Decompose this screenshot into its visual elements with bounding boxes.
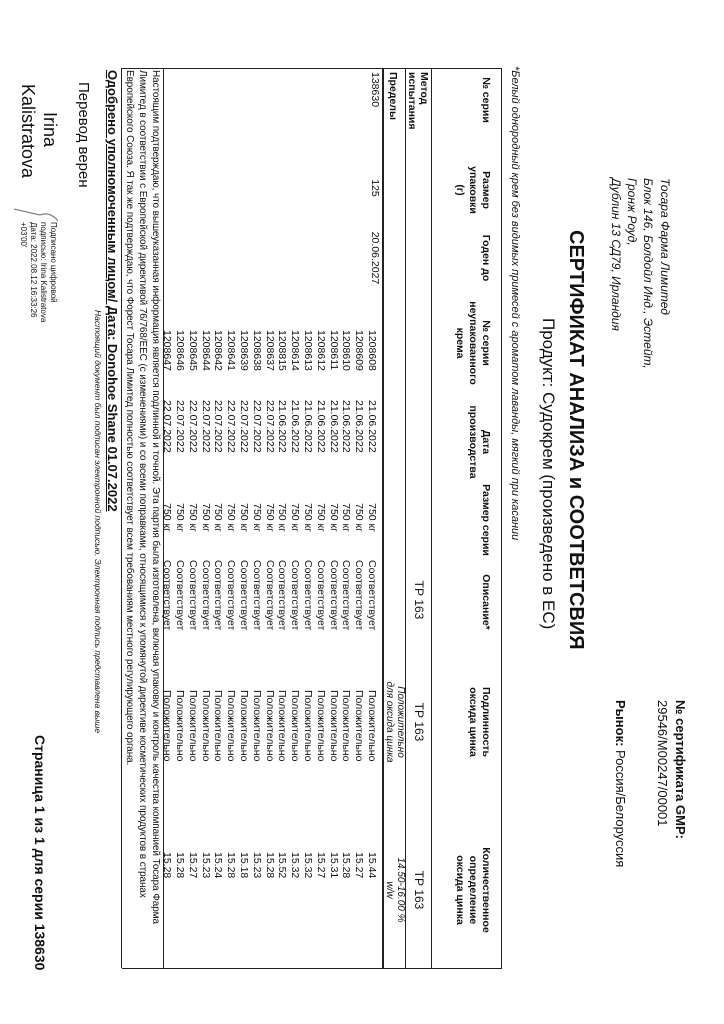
table-cell: 750 кг [238,503,250,532]
table-cell: 21.06.2022 [366,400,378,453]
table-cell: 21.06.2022 [353,400,366,453]
approval-line: Одобрено уполномоченным лицом/ Дата: Donohoe Shane 01.07.2022 [105,70,120,512]
table-border [122,68,502,69]
table-cell: Соответствует [174,560,186,631]
table-cell: Положительно [353,690,366,762]
column-header: № серии [480,77,492,123]
table-cell: 15.23 [250,852,263,879]
table-cell: Положительно [250,690,263,762]
table-cell: 1208644 [199,330,212,371]
digital-signature-line: подписью: Irina Kalistratova [39,222,48,323]
table-cell: Положительно [263,690,276,762]
declaration-line: Европейского Союза. Я так же подтверждаю, что Форест Тосара Лимитед полностью соответствует всем требованиям местного регулирующего органа. [124,70,135,766]
table-cell: 22.07.2022 [199,400,212,453]
table-cell: 1208815 [276,330,289,371]
translation-verified: Перевод верен [75,82,92,188]
translator-last-name: Kalistratova [18,84,38,179]
table-cell: 750 кг [186,503,199,532]
table-cell: Соответствует [327,560,340,631]
table-border [405,68,406,968]
table-cell: 15.44 [366,852,378,879]
table-cell: 15.18 [238,852,250,879]
table-cell: Соответствует [353,560,366,631]
page-number: Страница 1 из 1 для серии 138630 [32,735,48,971]
table-cell: 1208612 [314,330,327,371]
table-cell: 22.07.2022 [212,400,225,453]
table-cell: Соответствует [263,560,276,631]
table-cell: 750 кг [161,503,174,532]
limits-label: Пределы [387,72,399,120]
table-cell: 750 кг [263,503,276,532]
table-cell: 15.28 [263,852,276,879]
table-cell: 15.32 [289,852,302,879]
table-cell: Положительно [366,690,378,762]
table-cell: 750 кг [327,503,340,532]
table-cell: 15.28 [225,852,238,879]
table-cell: Положительно [302,690,314,762]
table-cell: Соответствует [250,560,263,631]
table-cell: 1208610 [340,330,353,371]
market-label: Рынок: [613,700,628,747]
table-cell: Положительно [276,690,289,762]
table-cell: Положительно [174,690,186,762]
column-header: Количественное определение оксида цинка [454,847,492,933]
company-line: Тосара Фарма Лимитед [658,178,672,315]
table-cell: Положительно [225,690,238,762]
table-cell: Соответствует [199,560,212,631]
table-border [431,68,432,968]
method-label: Метод испытания [406,72,430,130]
method-identity: ТР 163 [412,702,426,742]
table-cell: Соответствует [314,560,327,631]
column-header: Подлинность оксида цинка [467,686,492,758]
table-cell: Положительно [314,690,327,762]
table-cell: 15.27 [314,852,327,879]
table-cell: Соответствует [186,560,199,631]
market-value: Россия/Белоруссия [613,750,628,868]
table-cell: 15.28 [340,852,353,879]
translator-first-name: Irina [40,112,60,148]
product-name: Продукт: Судокрем (произведено в ЕС) [539,318,558,630]
table-cell: 750 кг [276,503,289,532]
company-line: Блок 146, Болдойл Инд., Эстейт, [641,178,655,369]
table-cell: Положительно [340,690,353,762]
table-cell: 1208642 [212,330,225,371]
table-cell: 21.06.2022 [327,400,340,453]
digital-signature-line: +03'00' [19,222,28,248]
table-cell: 22.07.2022 [263,400,276,453]
table-cell: 15.23 [199,852,212,879]
footnote: *Белый однородный крем без видимых примесей с ароматом лаванды, мягкий при касании [509,66,521,541]
limits-identity: Положительно для оксида цинка [384,681,406,763]
table-cell: 750 кг [250,503,263,532]
table-cell: 1208645 [186,330,199,371]
table-cell: 1208614 [289,330,302,371]
table-cell: Положительно [161,690,174,762]
table-cell: 750 кг [302,503,314,532]
company-line: Гронж Роуд, [625,178,639,246]
table-cell: Положительно [199,690,212,762]
table-cell: 1208608 [366,330,378,371]
table-cell: Положительно [186,690,199,762]
digital-signature-line: Подписано цифровой [49,222,58,303]
table-cell: 15.28 [174,852,186,879]
table-cell: 1208646 [174,330,186,371]
table-cell: 1208641 [225,330,238,371]
table-cell: 750 кг [225,503,238,532]
table-cell: 15.27 [186,852,199,879]
expiry-date: 20.06.2027 [369,231,381,285]
table-cell: Соответствует [212,560,225,631]
column-header: Размер упаковки (г) [454,166,492,214]
method-assay: ТР 163 [412,870,426,910]
gmp-label: № сертификата GMP: [673,700,688,839]
table-cell: 15.31 [327,852,340,879]
table-cell: Соответствует [289,560,302,631]
table-cell: 22.07.2022 [174,400,186,453]
column-header: Размер серии [480,484,492,556]
table-cell: 1208647 [161,330,174,371]
table-cell: Положительно [327,690,340,762]
table-cell: 21.06.2022 [340,400,353,453]
column-header: Описание* [480,574,492,630]
table-cell: Положительно [289,690,302,762]
table-cell: 1208637 [263,330,276,371]
column-header: Годен до [480,234,492,282]
table-cell: 1208613 [302,330,314,371]
limits-assay: 14.50-16.00 % w/w [384,857,406,923]
table-border [501,68,502,968]
table-cell: 22.07.2022 [238,400,250,453]
pack-size: 125 [369,179,381,197]
table-cell: 22.07.2022 [161,400,174,453]
declaration-line: Настоящим подтверждаю, что вышеуказанная информация является подлинной и точной. Эта партия была изготовлена, включая упаковку и контроль качества компанией Тосара Фарма [150,70,161,924]
table-cell: 1208638 [250,330,263,371]
table-cell: Соответствует [225,560,238,631]
table-cell: 750 кг [199,503,212,532]
batch-number: 138630 [369,72,381,108]
table-cell: 750 кг [366,503,378,532]
table-cell: Соответствует [340,560,353,631]
gmp-value: 29546/M00247/00001 [655,700,670,827]
market-line [613,700,628,867]
table-cell: Положительно [238,690,250,762]
table-cell: Соответствует [366,560,378,631]
table-cell: 22.07.2022 [225,400,238,453]
column-header: Дата производства [467,405,492,479]
method-description: ТР 163 [412,580,426,620]
digital-signature-line: Дата: 2022.08.12 16:33:26 [29,222,38,318]
table-cell: 1208609 [353,330,366,371]
declaration [123,70,162,1015]
table-cell: 15.24 [212,852,225,879]
table-cell: 15.52 [276,852,289,879]
table-cell: 15.32 [302,852,314,879]
table-cell: Положительно [212,690,225,762]
digital-signature [18,222,58,322]
table-cell: 750 кг [212,503,225,532]
company-line: Дублин 13 СД79, Ирландия [609,178,623,331]
table-cell: 750 кг [314,503,327,532]
declaration-line: Лимитед в соответствии с Европейской директивой 76/768/EEC (с изменениями) и со всеми поправками, относящимися к упомянутой директиве косметических продуктов в странах [137,70,148,898]
table-cell: 750 кг [353,503,366,532]
table-cell: 750 кг [289,503,302,532]
table-cell: 21.06.2022 [302,400,314,453]
table-cell: 1208639 [238,330,250,371]
table-cell: Соответствует [238,560,250,631]
table-cell: 22.07.2022 [186,400,199,453]
table-cell: 750 кг [174,503,186,532]
table-cell: Соответствует [161,560,174,631]
page-title: СЕРТИФИКАТ АНАЛИЗА и СООТВЕТСВИЯ [565,230,587,650]
table-cell: 21.06.2022 [289,400,302,453]
table-cell: 15.27 [353,852,366,879]
table-border [121,68,122,968]
table-cell: Соответствует [276,560,289,631]
table-border [382,68,384,968]
table-cell: 15.28 [161,852,174,879]
table-cell: 750 кг [340,503,353,532]
table-border [122,968,502,969]
table-cell: Соответствует [302,560,314,631]
table-cell: 1208611 [327,330,340,371]
column-header: № серии неупакованного крема [454,301,492,385]
esign-note: Настоящий документ был подписан электронной подписью. Электронная подпись представлена выше [93,310,103,734]
table-cell: 22.07.2022 [250,400,263,453]
table-cell: 21.06.2022 [276,400,289,453]
table-cell: 21.06.2022 [314,400,327,453]
